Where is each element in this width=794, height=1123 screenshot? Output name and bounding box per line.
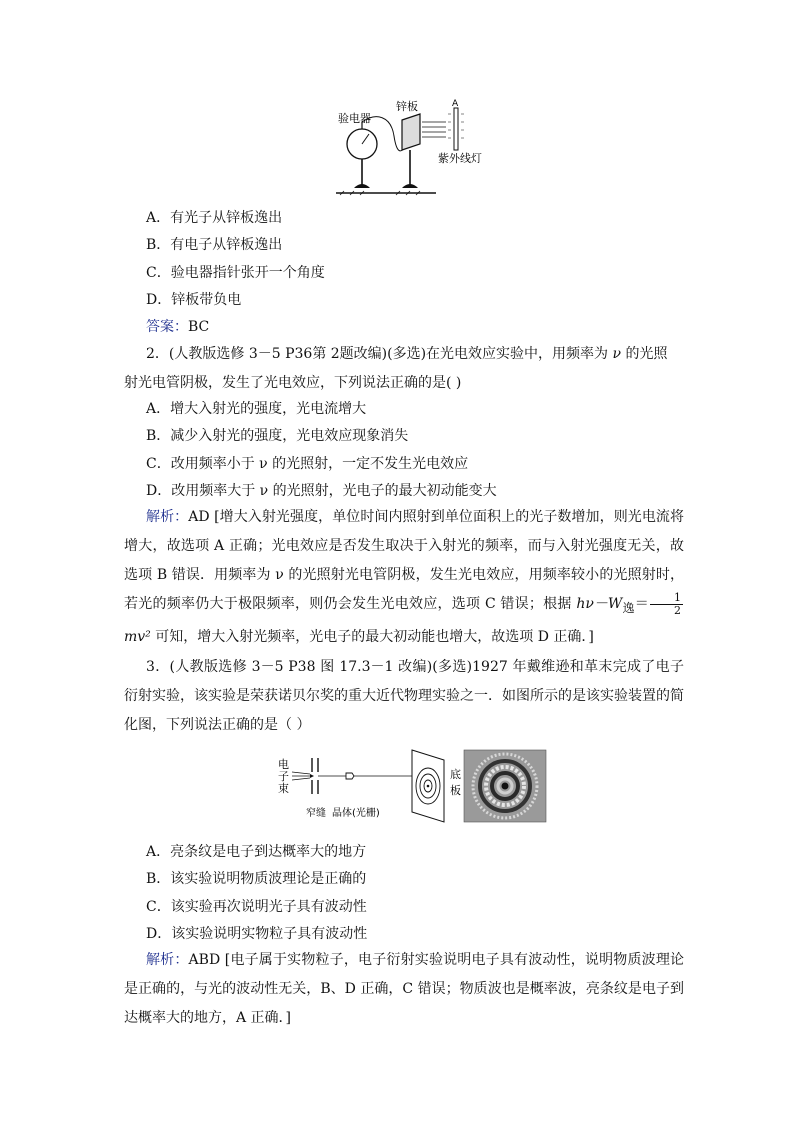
uv-lamp xyxy=(454,108,458,150)
q3-option-a: A．亮条纹是电子到达概率大的地方 xyxy=(146,844,367,860)
q2-stem-part-b: 的光照 xyxy=(621,346,668,362)
answer-label: 答案： xyxy=(146,319,188,335)
q1-answer xyxy=(146,318,209,336)
q1-option-a: A．有光子从锌板逸出 xyxy=(146,210,283,226)
crystal-label: 晶体(光栅) xyxy=(332,808,380,819)
frac-den: 2 xyxy=(674,603,681,617)
q2-stem-part-c: 射光电管阴极，发生了光电效应，下列说法正确的是( ) xyxy=(124,375,462,391)
slit-label: 窄缝 xyxy=(306,808,326,819)
electron-diffraction-figure xyxy=(274,746,549,826)
zinc-plate-label: 锌板 xyxy=(396,100,418,113)
formula-right: mv² xyxy=(124,628,151,645)
q2-option-c: C．改用频率小于 ν 的光照射，一定不发生光电效应 xyxy=(146,456,469,472)
lamp-top-label: A xyxy=(452,99,459,109)
q3-option-c: C．该实验再次说明光子具有波动性 xyxy=(146,899,367,915)
q3-analysis-text: ABD [电子属于实物粒子，电子衍射实验说明电子具有波动性，说明物质波理论是正确的，与光的波动性无关，B、D 正确，C 错误；物质波也是概率波，亮条纹是电子到达概率大的地方，A 正确．] xyxy=(124,952,684,1026)
frac-num: 1 xyxy=(650,592,683,605)
q3-stem: 3．(人教版选修 3－5 P38 图 17.3－1 改编)(多选)1927 年戴维逊和革末完成了电子衍射实验，该实验是荣获诺贝尔奖的重大近代物理实验之一．如图所示的是该实验装置的简化图，下列说法正确的是（ ） xyxy=(124,659,684,733)
q1-option-b: B．有电子从锌板逸出 xyxy=(146,237,283,253)
q2-option-b: B．减少入射光的强度，光电效应现象消失 xyxy=(146,428,409,444)
crystal xyxy=(346,773,354,779)
q1-option-d: D．锌板带负电 xyxy=(146,292,242,308)
q2-stem xyxy=(124,340,684,398)
formula-sub: 逸 xyxy=(622,600,635,615)
q3-analysis-label: 解析： xyxy=(146,952,189,968)
photoelectric-apparatus-figure xyxy=(336,96,486,196)
q3-option-d: D．该实验说明实物粒子具有波动性 xyxy=(146,926,368,942)
q2-option-a: A．增大入射光的强度，光电流增大 xyxy=(146,401,367,417)
formula-fraction xyxy=(650,592,683,617)
q2-stem-part-a: 2．(人教版选修 3－5 P36第 2题改编)(多选)在光电效应实验中，用频率为 xyxy=(146,346,613,362)
screen-label-2: 板 xyxy=(450,784,461,797)
q1-option-c: C．验电器指针张开一个角度 xyxy=(146,265,325,281)
q3-option-b: B．该实验说明物质波理论是正确的 xyxy=(146,871,367,887)
formula-eq: ＝ xyxy=(634,596,649,612)
beam-label-2: 子 xyxy=(278,770,289,783)
q2-analysis xyxy=(124,503,684,652)
q2-stem-nu: ν xyxy=(612,346,622,362)
zinc-plate xyxy=(402,114,420,150)
answer-value: BC xyxy=(188,319,210,335)
formula-left: hν－W xyxy=(576,596,623,612)
uv-lamp-label: 紫外线灯 xyxy=(438,152,482,165)
q2-option-d: D．改用频率大于 ν 的光照射，光电子的最大初动能变大 xyxy=(146,483,497,499)
q2-analysis-label: 解析： xyxy=(146,509,189,525)
beam-label-1: 电 xyxy=(278,758,289,771)
q3-analysis xyxy=(124,946,684,1033)
beam-label-3: 束 xyxy=(278,782,289,795)
q2-analysis-part-a: AD [增大入射光强度，单位时间内照射到单位面积上的光子数增加，则光电流将增大，故选项 A 正确；光电效应是否发生取决于入射光的频率，而与入射光强度无关，故选项 B 错误．用频率为 ν 的光照射光电管阴极，发生光电效应，用频率较小的光照射时，若光的频率仍大于极限频率，则仍会发生光电效应，选项 C 错误；根据 xyxy=(124,509,685,612)
electroscope-label: 验电器 xyxy=(338,112,371,125)
screen-label-1: 底 xyxy=(450,768,461,781)
q2-analysis-part-b: 可知，增大入射光频率，光电子的最大初动能也增大，故选项 D 正确．] xyxy=(150,628,594,645)
